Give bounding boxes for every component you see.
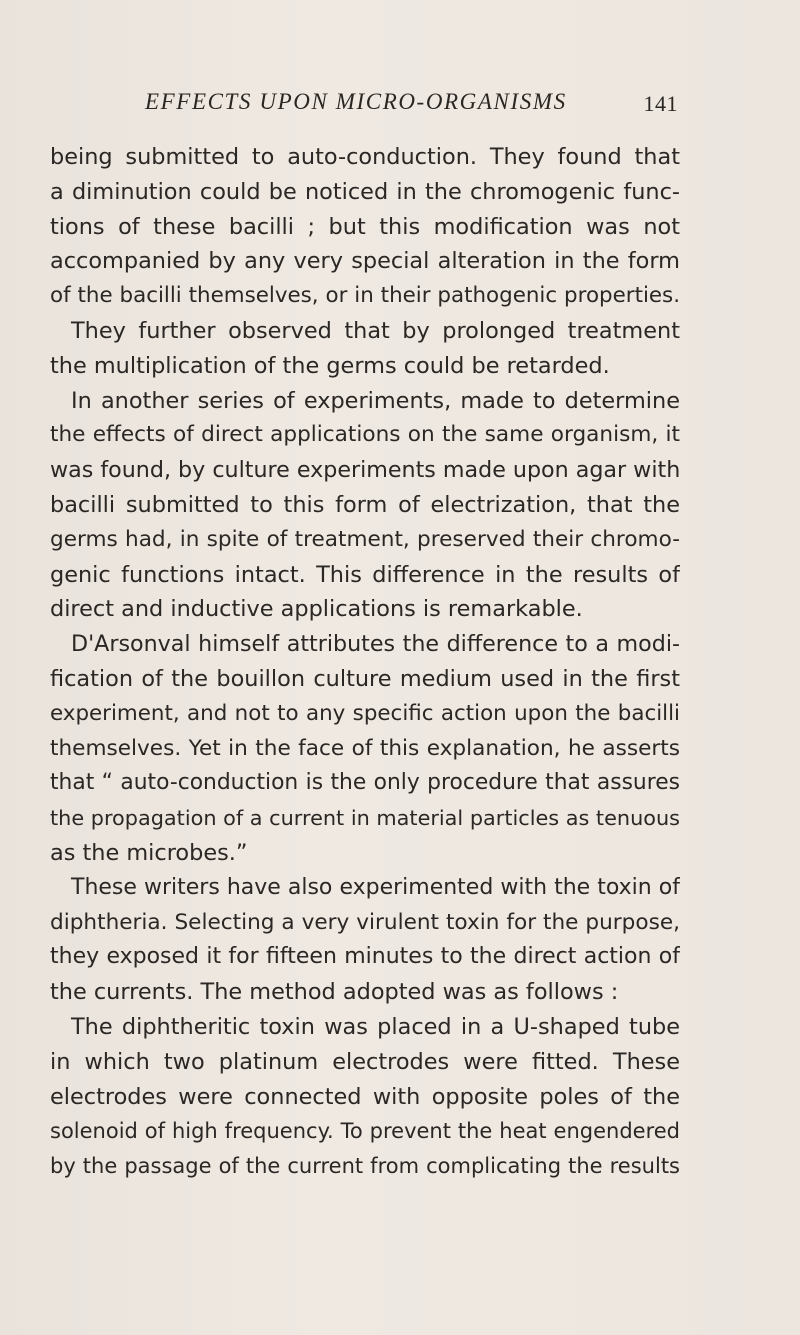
text-line: The diphtheritic toxin was placed in a U-shaped tube — [71, 1013, 680, 1040]
text-line: They further observed that by prolonged treatment — [71, 317, 680, 344]
text-line: the currents. The method adopted was as follows : — [50, 979, 619, 1006]
running-head — [50, 89, 680, 123]
text-line: direct and inductive applications is remarkable. — [50, 596, 583, 623]
text-line: accompanied by any very special alteration in the form — [50, 248, 680, 275]
text-line: genic functions intact. This difference in the results of — [50, 561, 680, 588]
text-line: the effects of direct applications on the same organism, it — [50, 422, 680, 448]
text-line: themselves. Yet in the face of this explanation, he asserts — [50, 735, 680, 761]
text-line: germs had, in spite of treatment, preserved their chromo- — [50, 526, 680, 552]
text-line: experiment, and not to any specific action upon the bacilli — [50, 700, 680, 726]
page-number: 141 — [643, 91, 678, 116]
text-line: was found, by culture experiments made upon agar with — [50, 457, 680, 484]
text-line: the multiplication of the germs could be retarded. — [50, 352, 610, 379]
text-line: electrodes were connected with opposite poles of the — [50, 1083, 680, 1110]
text-line: of the bacilli themselves, or in their pathogenic properties. — [50, 283, 680, 309]
text-line: bacilli submitted to this form of electrization, that the — [50, 491, 680, 518]
text-line: by the passage of the current from complicating the results — [50, 1154, 680, 1179]
text-line: that “ auto-conduction is the only procedure that assures — [50, 770, 680, 796]
text-line: a diminution could be noticed in the chromogenic func- — [50, 178, 680, 205]
text-line: In another series of experiments, made to determine — [71, 387, 680, 414]
text-line: fication of the bouillon culture medium used in the first — [50, 665, 680, 692]
text-line: tions of these bacilli ; but this modification was not — [50, 213, 680, 240]
text-line: solenoid of high frequency. To prevent the heat engendered — [50, 1119, 680, 1144]
text-line: D'Arsonval himself attributes the difference to a modi- — [71, 631, 680, 658]
text-line: the propagation of a current in material particles as tenuous — [50, 806, 680, 831]
text-line: being submitted to auto-conduction. They found that — [50, 144, 680, 170]
text-line: as the microbes.” — [50, 839, 248, 866]
running-head-title: EFFECTS UPON MICRO-ORGANISMS — [145, 89, 567, 114]
text-line: in which two platinum electrodes were fitted. These — [50, 1048, 680, 1075]
text-line: These writers have also experimented with the toxin of — [71, 874, 680, 900]
body-text — [50, 140, 680, 1184]
text-line: diphtheria. Selecting a very virulent toxin for the purpose, — [50, 909, 680, 935]
text-line: they exposed it for fifteen minutes to the direct action of — [50, 944, 680, 970]
